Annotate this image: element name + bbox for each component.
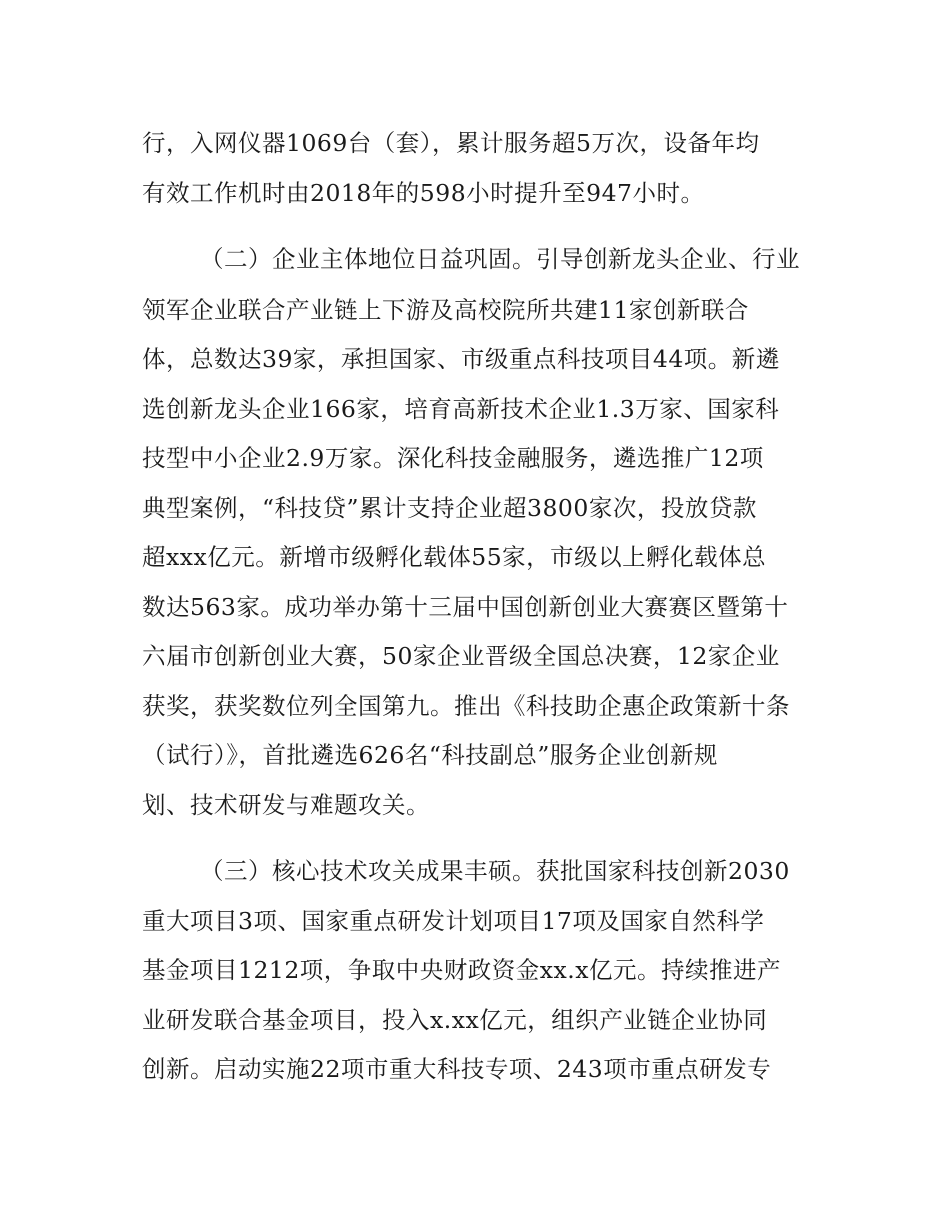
text-line: 领军企业联合产业链上下游及高校院所共建11家创新联合 [142, 296, 749, 324]
paragraph-heading-line: （二）企业主体地位日益巩固。引导创新龙头企业、行业 [200, 245, 800, 273]
text-line: 重大项目3项、国家重点研发计划项目17项及国家自然科学 [142, 907, 765, 935]
paragraph-heading-line: （三）核心技术攻关成果丰硕。获批国家科技创新2030 [200, 857, 790, 885]
text-line: （试行）》，首批遴选626名“科技副总”服务企业创新规 [142, 741, 718, 769]
text-line: 基金项目1212项，争取中央财政资金xx.x亿元。持续推进产 [142, 956, 782, 984]
text-line: 划、技术研发与难题攻关。 [142, 791, 430, 819]
text-line: 六届市创新创业大赛，50家企业晋级全国总决赛，12家企业 [142, 642, 780, 670]
text-line: 选创新龙头企业166家，培育高新技术企业1.3万家、国家科 [142, 395, 780, 423]
text-line: 体，总数达39家，承担国家、市级重点科技项目44项。新遴 [142, 345, 780, 373]
text-line: 获奖，获奖数位列全国第九。推出《科技助企惠企政策新十条 [142, 692, 790, 720]
text-line: 数达563家。成功举办第十三届中国创新创业大赛赛区暨第十 [142, 593, 789, 621]
text-line: 超xxx亿元。新增市级孵化载体55家，市级以上孵化载体总 [142, 543, 767, 571]
text-line: 行，入网仪器1069台（套），累计服务超5万次，设备年均 [142, 129, 760, 157]
text-line: 典型案例，“科技贷”累计支持企业超3800家次，投放贷款 [142, 494, 757, 522]
text-line: 创新。启动实施22项市重大科技专项、243项市重点研发专 [142, 1055, 772, 1083]
text-line: 业研发联合基金项目，投入x.xx亿元，组织产业链企业协同 [142, 1006, 768, 1034]
text-line: 有效工作机时由2018年的598小时提升至947小时。 [142, 179, 705, 207]
text-line: 技型中小企业2.9万家。深化科技金融服务，遴选推广12项 [142, 444, 764, 472]
